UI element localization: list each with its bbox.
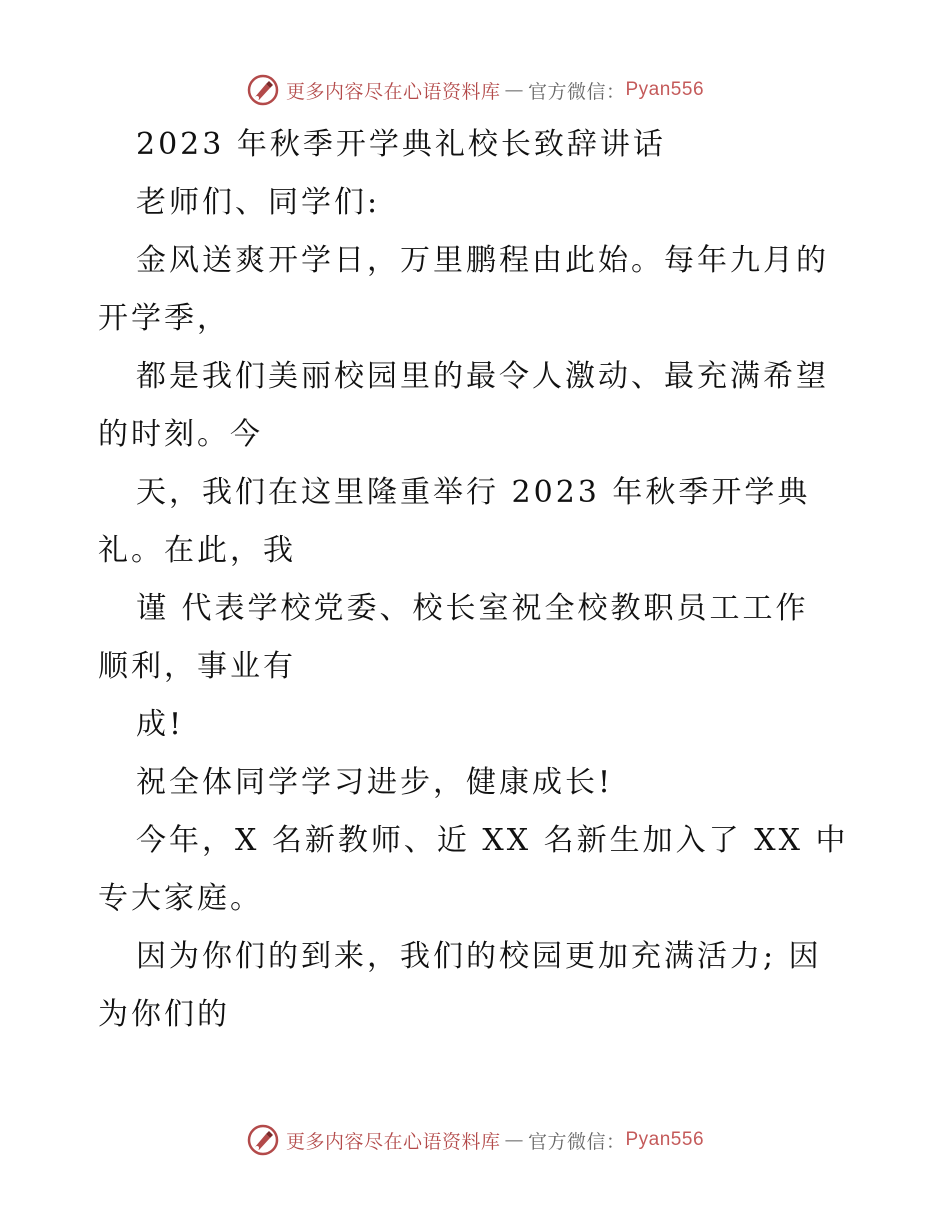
text-line: 都是我们美丽校园里的最令人激动、最充满希望 [136, 359, 829, 394]
footer-watermark [0, 1120, 950, 1160]
document-body [98, 116, 858, 1044]
text-line: 老师们、同学们: [136, 185, 381, 220]
header-watermark [0, 70, 950, 110]
watermark-id: Pyan556 [625, 79, 705, 100]
watermark-separator: — [504, 1129, 524, 1151]
text-line: 谨 代表学校党委、校长室祝全校教职员工工作 [136, 591, 809, 626]
text-line: 礼。在此，我 [98, 533, 296, 568]
text-line: 顺利，事业有 [98, 649, 296, 684]
text-line: 为你们的 [98, 997, 230, 1032]
watermark-brand: 更多内容尽在心语资料库 [285, 1130, 501, 1153]
text-line: 的时刻。今 [98, 417, 263, 452]
watermark-label: 官方微信： [527, 1130, 626, 1153]
pen-nib-circle-icon [246, 73, 280, 107]
watermark-label: 官方微信： [527, 80, 626, 103]
text-line: 今年，X 名新教师、近 XX 名新生加入了 XX 中 [136, 823, 849, 858]
text-line: 开学季， [98, 301, 230, 336]
text-line: 成! [136, 707, 185, 742]
text-line: 专大家庭。 [98, 881, 263, 916]
watermark-separator: — [504, 79, 524, 101]
document-title: 2023 年秋季开学典礼校长致辞讲话 [136, 127, 666, 162]
text-line: 因为你们的到来，我们的校园更加充满活力; 因 [136, 939, 822, 974]
watermark-id: Pyan556 [625, 1129, 705, 1150]
text-line: 天，我们在这里隆重举行 2023 年秋季开学典 [136, 475, 811, 510]
watermark-brand: 更多内容尽在心语资料库 [285, 80, 501, 103]
text-line: 金风送爽开学日，万里鹏程由此始。每年九月的 [136, 243, 829, 278]
pen-nib-circle-icon [246, 1123, 280, 1157]
text-line: 祝全体同学学习进步，健康成长! [136, 765, 614, 800]
